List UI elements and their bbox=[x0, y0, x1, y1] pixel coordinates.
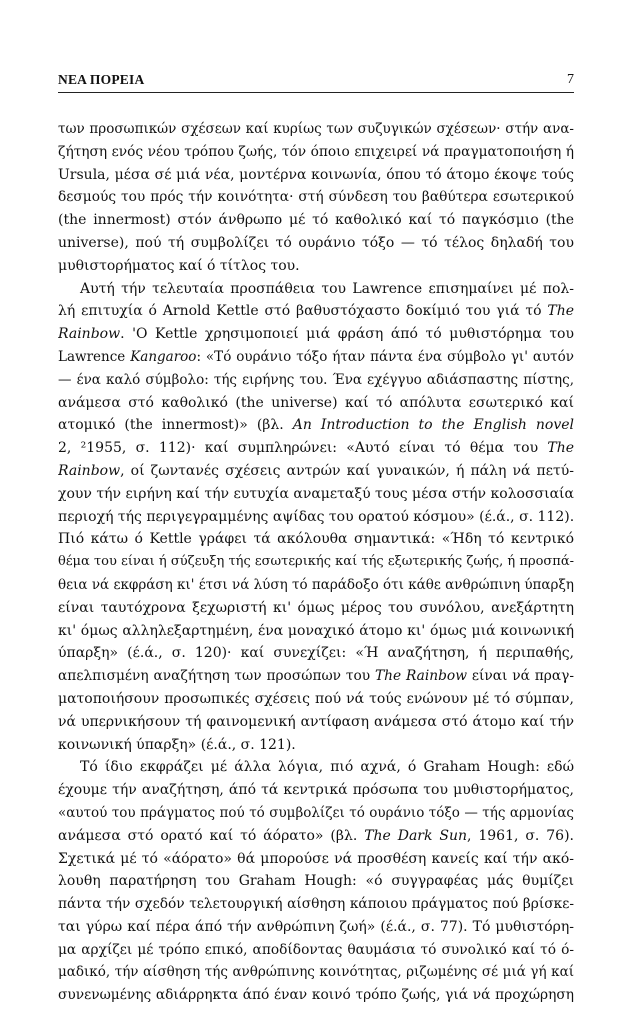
text-line: έχουμε τήν αναζήτηση, άπό τά κεντρικά πρόσωπα του μυθιστορήματος, bbox=[58, 782, 574, 799]
text-line: δεσμούς του πρός τήν κοινότητα· στή σύνδεση του βαθύτερα εσωτερικού bbox=[58, 189, 574, 206]
text-line: ματοποιήσουν προσωπικές σχέσεις πού νά τούς ενώνουν μέ τό σύμπαν, bbox=[58, 690, 574, 707]
text-line: κοινωνική ύπαρξη» (έ.ά., σ. 121). bbox=[58, 736, 296, 753]
text-line: (the innermost) στόν άνθρωπο μέ τό καθολικό καί τό παγκόσμιο (the bbox=[58, 212, 574, 229]
text-line: Αυτή τήν τελευταία προσπάθεια του Lawrence επισημαίνει μέ πολ- bbox=[80, 280, 574, 297]
text-line: λουθη παρατήρηση του Graham Hough: «ό συγγραφέας μάς θυμίζει bbox=[58, 873, 574, 890]
text-line: ται γύρω καί πέρα άπό τήν ανθρώπινη ζωή» (έ.ά., σ. 77). Τό μυθιστόρη- bbox=[58, 918, 574, 935]
text-line: universe), πού τή συμβολίζει τό ουράνιο τόξο — τό τέλος δηλαδή του bbox=[58, 234, 574, 251]
text-line: μα αρχίζει μέ τρόπο επικό, αποδίδοντας θαυμάσια τό συνολικό καί τό ό- bbox=[58, 941, 574, 958]
text-line: θέμα του είναι ή σύζευξη τής εσωτερικής καί τής εξωτερικής ζωής, ή προσπά- bbox=[58, 554, 574, 570]
text-line: Σχετικά μέ τό «άόρατο» θά μπορούσε νά προσθέση κανείς καί τήν ακό- bbox=[58, 850, 574, 867]
text-line: ζήτηση ενός νέου τρόπου ζωής, τόν όποιο επιχειρεί νά πραγματοποιήση ή bbox=[58, 143, 574, 160]
text-line: μυθιστορήματος καί ό τίτλος του. bbox=[58, 257, 300, 274]
text-line: Rainbow, οί ζωντανές σχέσεις αντρών καί γυναικών, ή πάλη νά πετύ- bbox=[58, 462, 574, 479]
text-line: 2, ²1955, σ. 112)· καί συμπληρώνει: «Αυτό είναι τό θέμα του The bbox=[58, 440, 574, 457]
text-line: μαδικό, τήν αίσθηση τής ανθρώπινης κοινότητας, ριζωμένης σέ μιά γή καί bbox=[58, 964, 574, 981]
text-line: Rainbow. 'Ο Kettle χρησιμοποιεί μιά φράση άπό τό μυθιστόρημα του bbox=[58, 326, 574, 343]
text-line: Τό ίδιο εκφράζει μέ άλλα λόγια, πιό αχνά, ό Graham Hough: εδώ bbox=[80, 759, 574, 776]
text-line: είναι ταυτόχρονα ξεχωριστή κι' όμως μέρος του συνόλου, ανεξάρτητη bbox=[58, 599, 574, 616]
text-line: θεια νά εκφράση κι' έτσι νά λύση τό παράδοξο ότι κάθε ανθρώπινη ύπαρξη bbox=[58, 576, 574, 593]
text-line: πάντα τήν σχεδόν τελετουργική αίσθηση κάποιου πράγματος πού βρίσκε- bbox=[58, 896, 574, 913]
text-line: κι' όμως αλληλεξαρτημένη, ένα μοναχικό άτομο κι' όμως μιά κοινωνική bbox=[58, 622, 574, 639]
text-line: των προσωπικών σχέσεων καί κυρίως των συζυγικών σχέσεων· στήν ανα- bbox=[58, 121, 574, 137]
book-title: Rainbow bbox=[58, 326, 121, 343]
body-text bbox=[58, 118, 574, 1007]
text-line: — ένα καλό σύμβολο: τής ειρήνης του. Ένα εχέγγυο αδιάσπαστης πίστης, bbox=[58, 371, 574, 388]
page-number: 7 bbox=[567, 72, 574, 87]
text-line: ατομικό (the innermost)» (βλ. An Introduction to the English novel bbox=[58, 417, 574, 434]
text-line: Ursula, μέσα σέ μιά νέα, μοντέρνα κοινωνία, όπου τό άτομο έκοψε τούς bbox=[58, 166, 574, 183]
text-line: λή επιτυχία ό Arnold Kettle στό βαθυστόχαστο δοκίμιό του γιά τό The bbox=[58, 303, 574, 320]
text-line: χουν τήν ειρήνη καί τήν ευτυχία αναμεταξύ τους μέσα στήν κολοσσιαία bbox=[58, 485, 574, 502]
running-header bbox=[58, 70, 574, 93]
text-line: απελπισμένη αναζήτηση των προσώπων του The Rainbow είναι νά πραγ- bbox=[58, 668, 574, 685]
book-title: The Dark Sun bbox=[364, 827, 468, 844]
text-line: συνενωμένης αδιάρρηκτα άπό έναν κοινό τρόπο ζωής, γιά νά προχώρηση bbox=[58, 987, 574, 1004]
text-line: «αυτού του πράγματος πού τό συμβολίζει τό ουράνιο τόξο — τής αρμονίας bbox=[58, 804, 574, 821]
book-title: Rainbow bbox=[58, 462, 121, 479]
text-line: Πιό κάτω ό Kettle γράφει τά ακόλουθα σημαντικά: «Ήδη τό κεντρικό bbox=[58, 531, 574, 548]
book-title: The bbox=[547, 303, 574, 320]
book-title: Kangaroo bbox=[130, 348, 197, 365]
text-line: ανάμεσα στό καθολικό (the universe) καί τό απόλυτα εσωτερικό καί bbox=[58, 394, 574, 411]
text-line: Lawrence Kangaroo: «Τό ουράνιο τόξο ήταν πάντα ένα σύμβολο γι' αυτόν bbox=[58, 348, 574, 365]
journal-title: ΝΕΑ ΠΟΡΕΙΑ bbox=[58, 72, 145, 87]
text-line: ανάμεσα στό ορατό καί τό άόρατο» (βλ. The Dark Sun, 1961, σ. 76). bbox=[58, 827, 574, 844]
book-title: The Rainbow bbox=[375, 668, 467, 685]
book-title: The bbox=[547, 440, 574, 457]
text-line: νά υπερνικήσουν τή φαινομενική αντίφαση ανάμεσα στό άτομο καί τήν bbox=[58, 713, 574, 730]
text-line: περιοχή τής περιγεγραμμένης αψίδας του ορατού κόσμου» (έ.ά., σ. 112). bbox=[58, 508, 574, 525]
text-line: ύπαρξη» (έ.ά., σ. 120)· καί συνεχίζει: «Ή αναζήτηση, ή περιπαθής, bbox=[58, 645, 574, 662]
book-title: An Introduction to the English novel bbox=[292, 417, 574, 434]
